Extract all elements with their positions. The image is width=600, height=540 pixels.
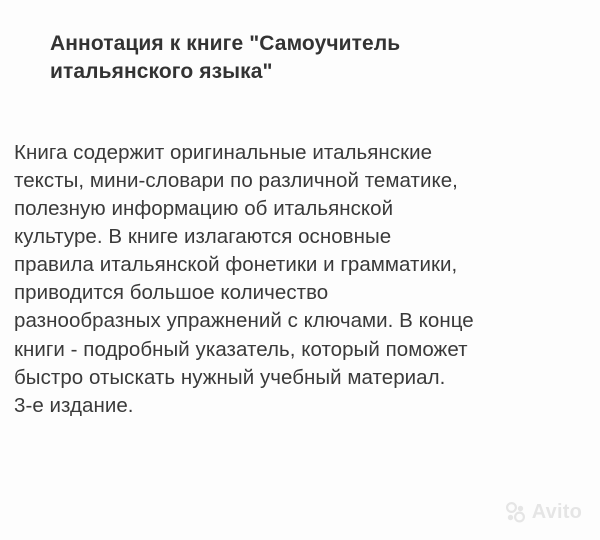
body-line: книги - подробный указатель, который поможет [14,337,468,361]
body-line: полезную информацию об итальянской [14,197,394,221]
page-title [50,30,520,86]
body-line: Книга содержит оригинальные итальянские [14,141,433,164]
watermark [504,501,582,524]
body-line: культуре. В книге излагаются основные [14,225,392,249]
watermark-label: Avito [531,501,582,523]
title-line: Аннотация к книге "Самоучитель [50,32,401,55]
annotation-body-text [14,139,586,420]
body-line: быстро отыскать нужный учебный материал. [14,365,446,389]
body-line: 3-е издание. [14,393,134,417]
title-line: итальянского языка" [50,59,273,83]
body-line: разнообразных упражнений с ключами. В конце [14,309,474,333]
body-line: приводится большое количество [14,281,329,305]
body-line: тексты, мини-словари по различной тематике, [14,169,458,193]
body-line: правила итальянской фонетики и грамматики, [14,253,458,277]
avito-logo-icon [504,501,527,524]
